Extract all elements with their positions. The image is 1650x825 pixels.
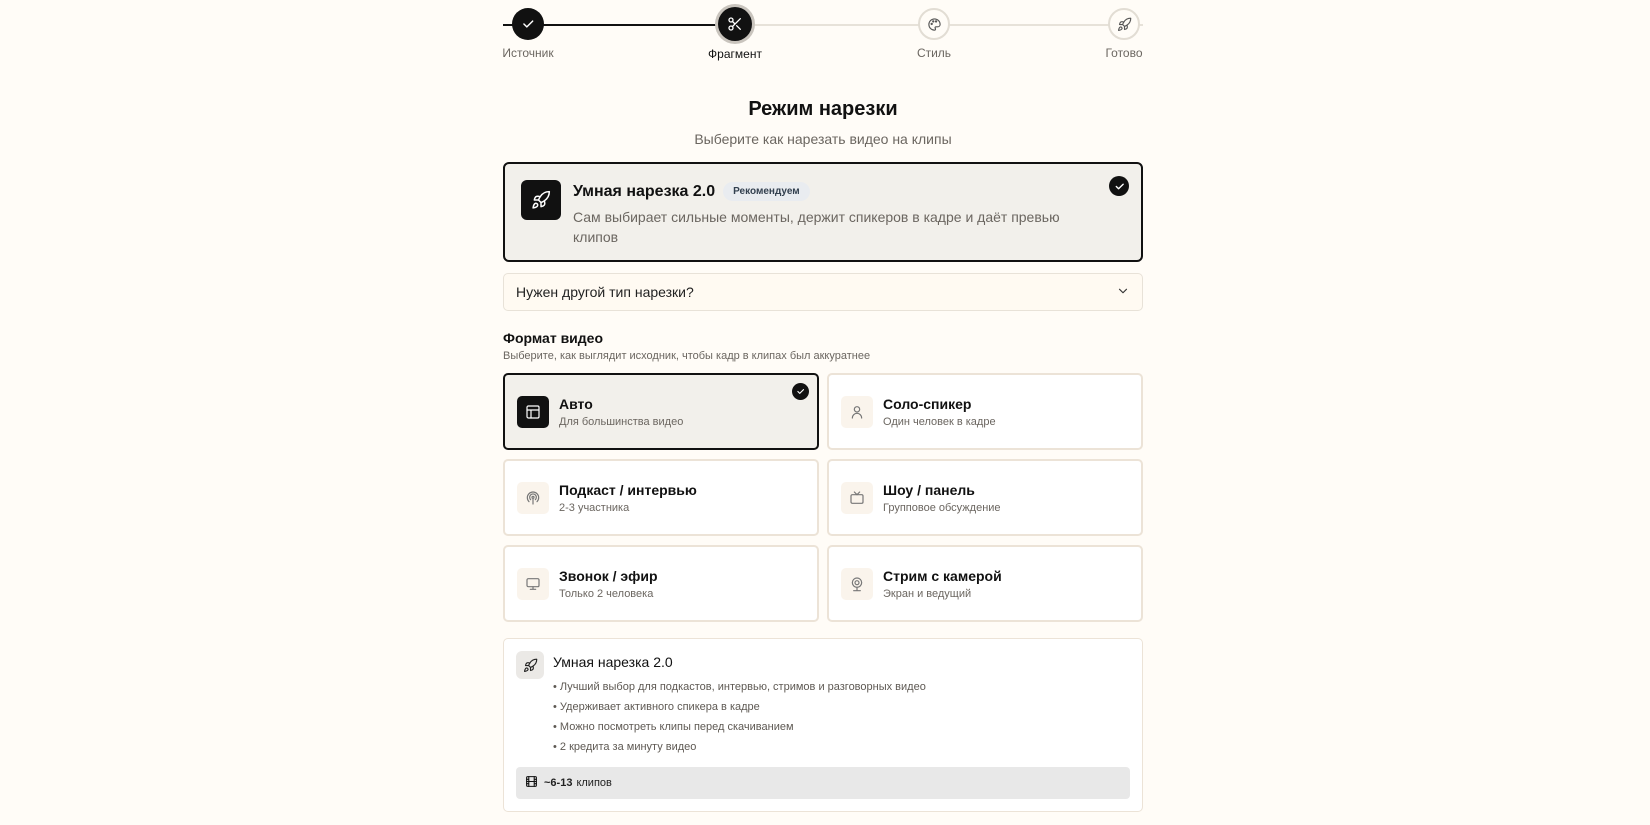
page-title: Режим нарезки [748, 98, 898, 120]
check-icon [512, 8, 544, 40]
step-style[interactable] [894, 8, 974, 60]
smart-cut-mode-card[interactable] [503, 162, 1143, 262]
mode-card-text [573, 182, 1125, 247]
mode-summary-panel [503, 638, 1143, 812]
page [503, 0, 1143, 812]
format-option-show-panel[interactable] [827, 459, 1143, 536]
rocket-icon [521, 180, 561, 220]
step-label: Готово [1105, 46, 1143, 60]
other-cut-type-dropdown[interactable] [503, 273, 1143, 311]
clips-estimate-bar [516, 767, 1130, 799]
format-options-grid [503, 373, 1143, 622]
tv-icon [841, 482, 873, 514]
clips-unit: клипов [576, 777, 612, 789]
summary-title: Умная нарезка 2.0 [553, 654, 673, 670]
monitor-icon [517, 568, 549, 600]
format-option-title: Подкаст / интервью [559, 481, 697, 498]
format-section-subtitle: Выберите, как выглядит исходник, чтобы кадр в клипах был аккуратнее [503, 350, 871, 362]
user-icon [841, 396, 873, 428]
format-option-title: Шоу / панель [883, 481, 975, 498]
check-icon [1109, 176, 1129, 196]
format-option-title: Авто [559, 395, 593, 412]
rocket-icon [516, 651, 544, 679]
clips-count: ~6-13 [544, 777, 573, 789]
webcam-icon [841, 568, 873, 600]
film-icon [525, 775, 538, 791]
format-option-stream-camera[interactable] [827, 545, 1143, 622]
step-fragment[interactable] [695, 8, 775, 61]
page-subtitle: Выберите как нарезать видео на клипы [694, 131, 952, 147]
step-label: Фрагмент [708, 47, 762, 61]
mode-card-description: Сам выбирает сильные моменты, держит спикеров в кадре и даёт превью клипов [573, 209, 1060, 245]
summary-bullet: • Удерживает активного спикера в кадре [553, 701, 760, 713]
summary-bullets [553, 679, 1130, 759]
format-option-desc: Групповое обсуждение [883, 501, 1001, 514]
mode-card-title: Умная нарезка 2.0 [573, 182, 716, 200]
scissors-icon [718, 7, 752, 41]
step-done[interactable] [1084, 8, 1164, 60]
step-source[interactable] [488, 8, 568, 60]
format-option-desc: Экран и ведущий [883, 587, 972, 600]
format-option-title: Звонок / эфир [559, 567, 658, 584]
format-option-call[interactable] [503, 545, 819, 622]
format-option-title: Соло-спикер [883, 395, 972, 412]
mode-card-title-row [573, 182, 1125, 201]
summary-bullet: • 2 кредита за минуту видео [553, 741, 697, 753]
step-label: Стиль [916, 46, 952, 60]
format-section-title: Формат видео [503, 330, 604, 346]
layout-icon [517, 396, 549, 428]
palette-icon [918, 8, 950, 40]
stepper [503, 0, 1143, 70]
check-icon [792, 383, 809, 400]
dropdown-label: Нужен другой тип нарезки? [516, 284, 694, 300]
recommended-badge: Рекомендуем [723, 182, 810, 201]
format-option-solo-speaker[interactable] [827, 373, 1143, 450]
format-option-auto[interactable] [503, 373, 819, 450]
summary-bullet: • Лучший выбор для подкастов, интервью, стримов и разговорных видео [553, 681, 926, 693]
format-option-desc: Только 2 человека [559, 587, 654, 600]
format-option-desc: Для большинства видео [559, 415, 684, 428]
format-option-desc: Один человек в кадре [883, 415, 996, 428]
chevron-down-icon [1116, 284, 1130, 301]
step-label: Источник [502, 46, 554, 60]
summary-bullet: • Можно посмотреть клипы перед скачиванием [553, 721, 794, 733]
format-option-title: Стрим с камерой [883, 567, 1002, 584]
format-option-podcast[interactable] [503, 459, 819, 536]
podcast-icon [517, 482, 549, 514]
format-option-desc: 2-3 участника [559, 501, 630, 514]
rocket-icon [1108, 8, 1140, 40]
